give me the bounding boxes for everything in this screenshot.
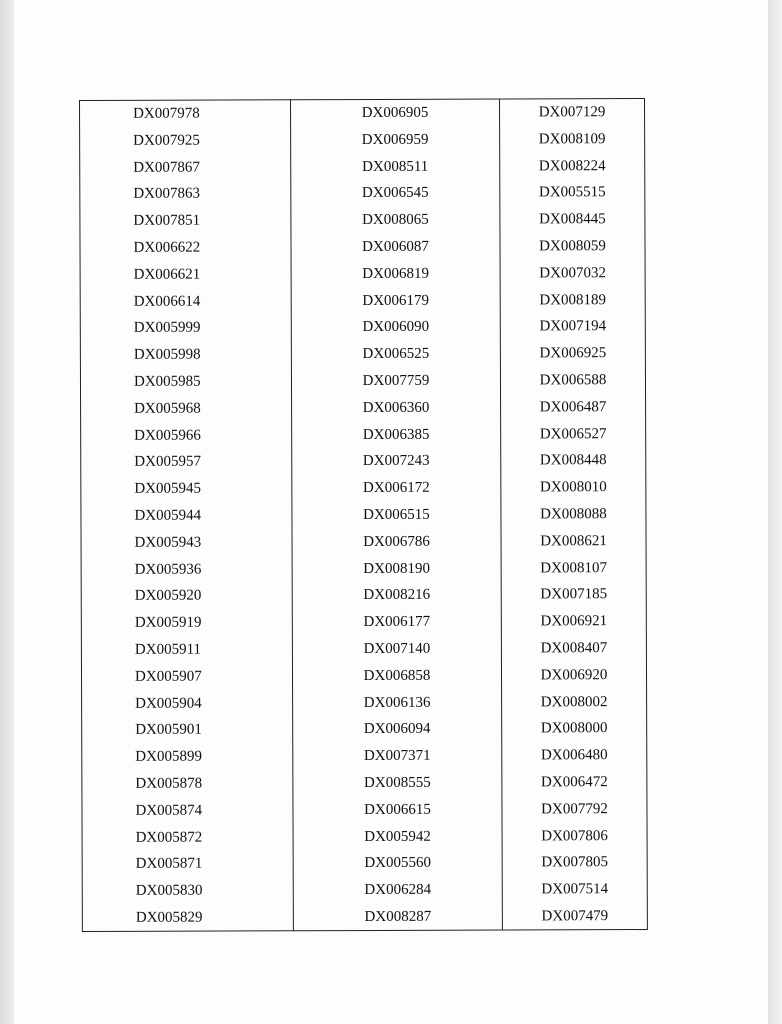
table-cell: DX005899 bbox=[135, 748, 202, 765]
table-cell: DX005919 bbox=[134, 614, 202, 631]
table-cell: DX008621 bbox=[540, 532, 607, 550]
table-column-3 bbox=[499, 98, 648, 931]
table-cell: DX008448 bbox=[539, 452, 607, 469]
table-cell: DX006614 bbox=[133, 293, 201, 310]
table-cell: DX006786 bbox=[363, 533, 430, 550]
table-cell: DX005943 bbox=[134, 534, 202, 551]
table-cell: DX007514 bbox=[541, 881, 609, 898]
table-cell: DX006487 bbox=[539, 398, 607, 416]
table-cell: DX007194 bbox=[539, 318, 607, 335]
table-cell: DX007805 bbox=[541, 854, 609, 871]
table-cell: DX006360 bbox=[362, 399, 430, 416]
table-cell: DX008002 bbox=[540, 693, 608, 710]
table-cell: DX008088 bbox=[540, 506, 607, 523]
table-cell: DX005830 bbox=[135, 882, 203, 899]
table-cell: DX005968 bbox=[134, 400, 201, 417]
table-cell: DX006905 bbox=[361, 104, 429, 122]
table-cell: DX006525 bbox=[362, 345, 430, 363]
table-cell: DX005936 bbox=[134, 561, 202, 578]
table-cell: DX008010 bbox=[539, 479, 607, 496]
table-cell: DX006925 bbox=[539, 345, 607, 362]
table-cell: DX008189 bbox=[539, 291, 607, 308]
table-cell: DX007792 bbox=[541, 800, 608, 818]
table-cell: DX007925 bbox=[133, 132, 200, 149]
table-cell: DX005945 bbox=[134, 480, 202, 497]
table-cell: DX005998 bbox=[133, 346, 201, 363]
table-cell: DX005560 bbox=[364, 855, 432, 872]
table-cell: DX006858 bbox=[363, 667, 431, 684]
table-cell: DX005871 bbox=[135, 855, 203, 873]
code-table bbox=[79, 98, 648, 932]
table-cell: DX007851 bbox=[133, 212, 201, 229]
page-shadow-left bbox=[0, 0, 14, 1024]
table-cell: DX008109 bbox=[538, 130, 606, 148]
table-cell: DX006527 bbox=[539, 425, 607, 442]
table-cell: DX006621 bbox=[133, 266, 201, 283]
table-cell: DX006385 bbox=[362, 426, 430, 443]
table-cell: DX006179 bbox=[362, 292, 430, 309]
table-cell: DX006515 bbox=[363, 506, 430, 524]
table-cell: DX008059 bbox=[539, 238, 606, 255]
table-cell: DX007185 bbox=[540, 586, 608, 603]
table-cell: DX008407 bbox=[540, 640, 608, 657]
table-cell: DX007759 bbox=[362, 372, 430, 390]
table-cell: DX005901 bbox=[135, 721, 202, 739]
table-cell: DX006622 bbox=[133, 239, 201, 256]
table-cell: DX005957 bbox=[134, 453, 201, 471]
table-cell: DX006588 bbox=[539, 372, 607, 389]
table-cell: DX007129 bbox=[538, 104, 606, 121]
table-cell: DX007806 bbox=[541, 827, 608, 844]
table-column-2 bbox=[290, 99, 502, 932]
table-cell: DX005911 bbox=[134, 641, 202, 658]
table-cell: DX006959 bbox=[361, 131, 429, 148]
table-cell: DX005944 bbox=[134, 507, 202, 524]
table-cell: DX005829 bbox=[135, 909, 203, 926]
table-cell: DX008065 bbox=[362, 211, 429, 229]
table-cell: DX006136 bbox=[363, 694, 431, 711]
table-cell: DX005878 bbox=[135, 775, 203, 792]
table-cell: DX005515 bbox=[538, 184, 606, 201]
table-cell: DX007479 bbox=[541, 908, 609, 925]
table-cell: DX006472 bbox=[541, 774, 608, 791]
table-cell: DX007978 bbox=[133, 105, 200, 122]
table-cell: DX007032 bbox=[539, 264, 606, 282]
table-cell: DX005942 bbox=[364, 828, 431, 845]
page-edge-right bbox=[768, 0, 782, 1024]
table-cell: DX005999 bbox=[133, 319, 201, 337]
table-cell: DX006090 bbox=[362, 319, 430, 336]
table-column-1 bbox=[79, 99, 293, 932]
table-cell: DX008555 bbox=[364, 774, 431, 792]
table-cell: DX005907 bbox=[134, 668, 202, 685]
table-cell: DX008445 bbox=[539, 211, 606, 228]
table-cell: DX007243 bbox=[362, 453, 430, 470]
table-cell: DX007140 bbox=[363, 640, 431, 658]
table-cell: DX006480 bbox=[540, 747, 608, 764]
table-cell: DX006920 bbox=[540, 666, 608, 684]
table-cell: DX005874 bbox=[135, 802, 203, 819]
table-cell: DX008216 bbox=[363, 587, 431, 604]
table-cell: DX005920 bbox=[134, 587, 202, 605]
table-cell: DX006921 bbox=[540, 613, 608, 630]
table-cell: DX008190 bbox=[363, 560, 430, 577]
table-cell: DX006094 bbox=[363, 721, 431, 738]
table-cell: DX008224 bbox=[538, 157, 606, 174]
table-cell: DX008287 bbox=[364, 908, 432, 926]
table-cell: DX008000 bbox=[540, 720, 608, 737]
table-cell: DX006087 bbox=[362, 238, 429, 256]
table-cell: DX008511 bbox=[362, 158, 429, 175]
table-cell: DX006177 bbox=[363, 613, 431, 631]
table-cell: DX005872 bbox=[135, 829, 203, 846]
table-cell: DX006172 bbox=[362, 479, 430, 497]
table-cell: DX006284 bbox=[364, 881, 432, 899]
table-cell: DX005904 bbox=[135, 695, 202, 712]
table-cell: DX007867 bbox=[133, 159, 200, 176]
table-cell: DX006819 bbox=[362, 265, 429, 282]
table-cell: DX006545 bbox=[361, 185, 429, 202]
table-cell: DX006615 bbox=[364, 801, 431, 818]
table-cell: DX007371 bbox=[363, 747, 431, 765]
table-cell: DX007863 bbox=[133, 185, 201, 203]
table-cell: DX005985 bbox=[133, 373, 201, 390]
table-cell: DX008107 bbox=[540, 559, 607, 576]
table-cell: DX005966 bbox=[134, 427, 201, 444]
